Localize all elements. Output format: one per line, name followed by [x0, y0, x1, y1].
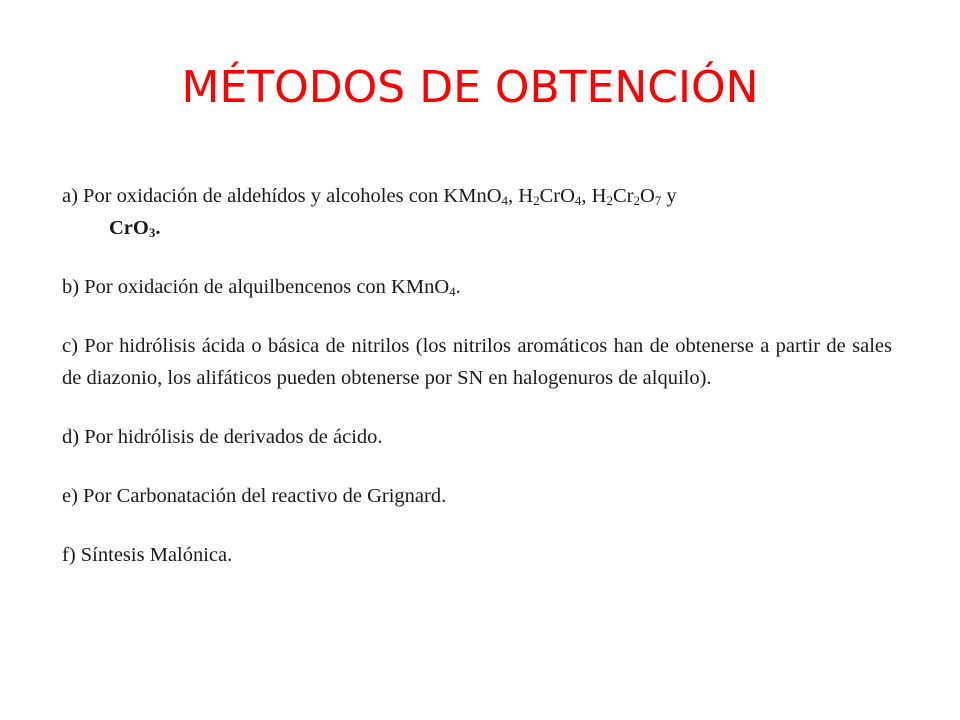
item-b-sub: 4	[449, 284, 456, 299]
item-a-bold-sub: 3	[148, 225, 156, 240]
item-a-mid-2: Cr	[612, 185, 634, 207]
slide-title: MÉTODOS DE OBTENCIÓN	[181, 62, 759, 113]
item-a-sep-1: , H	[508, 185, 534, 207]
item-a-bold-end: .	[155, 217, 161, 239]
item-a-sub-4: 2	[606, 193, 613, 208]
list-item-c: c) Por hidrólisis ácida o básica de nitrilos (los nitrilos aromáticos han de obtenerse a partir de sales de diazonio, los alifáticos pueden obtenerse por SN en halogenuros de alquilo).	[62, 335, 892, 389]
item-a-sub-3: 4	[574, 193, 582, 208]
item-a-sub-5: 2	[633, 193, 640, 208]
item-b-text: b) Por oxidación de alquilbencenos con KMnO	[62, 276, 450, 298]
item-a-bold: CrO	[109, 217, 149, 239]
item-a-sub-2: 2	[533, 193, 540, 208]
list-item-d: d) Por hidrólisis de derivados de ácido.	[62, 426, 383, 448]
list-item-a	[62, 180, 892, 244]
list-item-e: e) Por Carbonatación del reactivo de Grignard.	[62, 485, 447, 507]
list-item-f: f) Síntesis Malónica.	[62, 544, 233, 566]
item-a-sep-2: , H	[581, 185, 607, 207]
item-a-sub-1: 4	[501, 193, 509, 208]
item-b-end: .	[455, 276, 461, 298]
item-a-end: y	[661, 185, 677, 207]
item-a-text: a) Por oxidación de aldehídos y alcoholes con KMnO	[62, 185, 502, 207]
slide-body	[62, 180, 892, 598]
item-a-sub-6: 7	[654, 193, 662, 208]
item-a-mid-3: O	[639, 185, 655, 207]
item-a-mid-1: CrO	[539, 185, 575, 207]
list-item-b	[62, 271, 892, 303]
